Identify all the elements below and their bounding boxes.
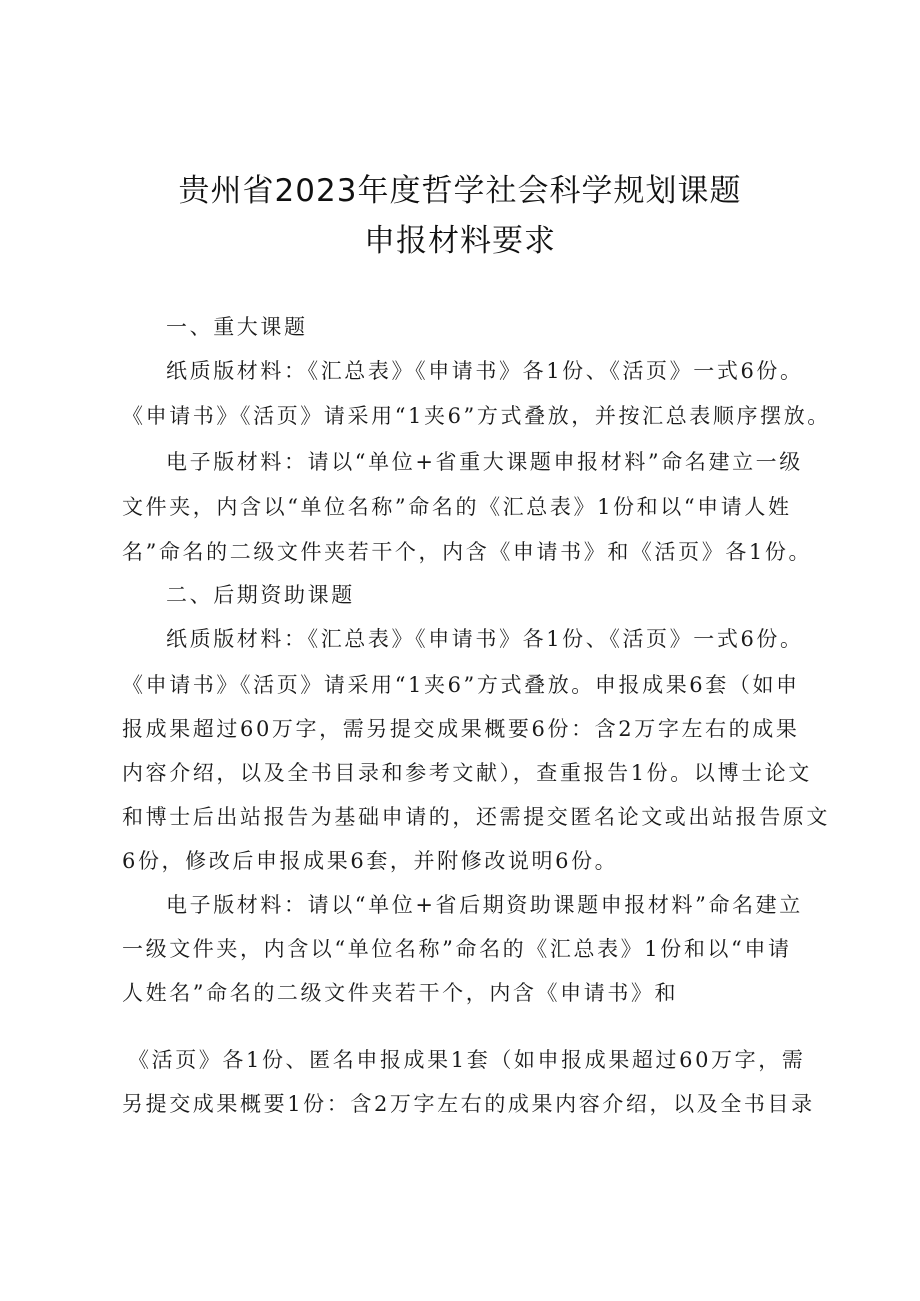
paragraph-line: 内容介绍，以及全书目录和参考文献），查重报告1份。以博士论文 — [122, 761, 812, 785]
paragraph-line: 一级文件夹，内含以“单位名称”命名的《汇总表》1份和以“申请 — [122, 937, 792, 961]
paragraph-line: 《活页》各1份、匿名申报成果1套（如申报成果超过60万字，需 — [128, 1048, 806, 1072]
document-title-line2: 申报材料要求 — [364, 223, 556, 259]
paragraph-line: 名”命名的二级文件夹若干个，内含《申请书》和《活页》各1份。 — [122, 540, 813, 564]
document-title-line1: 贵州省2023年度哲学社会科学规划课题 — [178, 173, 742, 209]
paragraph-line: 和博士后出站报告为基础申请的，还需提交匿名论文或出站报告原文 — [122, 805, 830, 829]
paragraph-line: 纸质版材料：《汇总表》《申请书》各1份、《活页》一式6份。 — [166, 359, 804, 383]
paragraph-line: 电子版材料：请以“单位+省重大课题申报材料”命名建立一级 — [166, 450, 803, 474]
paragraph-line: 6份，修改后申报成果6套，并附修改说明6份。 — [122, 849, 619, 873]
section-heading-major: 一、重大课题 — [166, 315, 308, 339]
paragraph-line: 纸质版材料：《汇总表》《申请书》各1份、《活页》一式6份。 — [166, 627, 804, 651]
section-heading-post-funding: 二、后期资助课题 — [166, 583, 355, 607]
paragraph-line: 《申请书》《活页》请采用“1夹6”方式叠放。申报成果6套（如申 — [122, 673, 800, 697]
paragraph-line: 人姓名”命名的二级文件夹若干个，内含《申请书》和 — [122, 981, 679, 1005]
paragraph-line: 另提交成果概要1份：含2万字左右的成果内容介绍，以及全书目录 — [122, 1092, 815, 1116]
paragraph-line: 文件夹，内含以“单位名称”命名的《汇总表》1份和以“申请人姓 — [122, 495, 792, 519]
paragraph-line: 《申请书》《活页》请采用“1夹6”方式叠放，并按汇总表顺序摆放。 — [122, 404, 831, 428]
paragraph-line: 电子版材料：请以“单位+省后期资助课题申报材料”命名建立 — [166, 893, 803, 917]
paragraph-line: 报成果超过60万字，需另提交成果概要6份：含2万字左右的成果 — [122, 717, 800, 741]
